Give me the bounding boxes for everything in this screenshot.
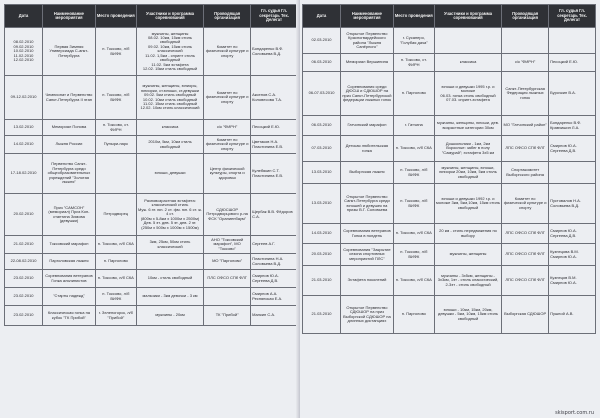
cell-name: Парголовская лыжня	[43, 254, 96, 270]
cell-name: Эстафета поколений	[341, 266, 394, 296]
cell-org: ЛПС ОФСО СПб ФЛГ	[502, 244, 549, 266]
table-header	[5, 5, 298, 28]
cell-program: Разновозрастная эстафета: классический стиль Муж. 6 эт. юн. 2 ст. фм. юн. 6 ст. ж. 4 ст. (800м х 5-8км х 1000м х 2500м) Дев. 5 эт. дев. 5 эт. дев. 2 эт. (250м х 500м х 1000м х 1500м)	[136, 194, 203, 236]
cell-org: Спортакомитет Выборгского района	[502, 162, 549, 184]
column-header: Гл. судья Гл. секретарь Тех. Делегат	[549, 5, 596, 28]
cell-place: п. Токсово, л/б СКА	[393, 136, 434, 162]
cell-org: МО "Парголово"	[204, 254, 251, 270]
table-row	[303, 266, 596, 296]
table-row	[303, 244, 596, 266]
cell-judge: Малкин С.А.	[251, 306, 298, 326]
cell-name: Открытое Первенство Санкт-Петербурга среди юношей и девушек на призы В.Г. Соловьева	[341, 184, 394, 224]
cell-judge: Бондаренко В.Ф. Кравчишин Л.А.	[549, 116, 596, 136]
cell-program: классика	[434, 54, 501, 72]
cell-program: мужчины, женщины, юноши, юниорки 20км, 10км, 5км стиль свободный	[434, 162, 501, 184]
table-row	[5, 154, 298, 194]
cell-date: 17-18.02.2010	[5, 154, 43, 194]
column-header: Участники и программа соревнований	[136, 5, 203, 28]
cell-org: Комитет по физической культуре и спорту	[204, 136, 251, 154]
cell-place: Петродворец	[95, 194, 136, 236]
cell-date: 20.03.2010	[303, 244, 341, 266]
cell-judge	[549, 162, 596, 184]
cell-name: Чемпионат и Первенство Санкт-Петербурга II этап	[43, 76, 96, 120]
cell-name: Классическая гонка на кубок "ТК Прибой"	[43, 306, 96, 326]
cell-name: Соревнования ветеранов Гонка в полдень	[341, 224, 394, 244]
table-row	[5, 120, 298, 136]
column-header: Дата	[5, 5, 43, 28]
table-row	[5, 254, 298, 270]
cell-program: мужчины, женщины, юноши, дев. возрастные категории 30км	[434, 116, 501, 136]
table-row	[303, 136, 596, 162]
cell-judge: Сергеев А.Г.	[251, 236, 298, 254]
cell-name: Приз "САМСОН" (мемориал) Приз Кон-стантина Зимова (девушки)	[43, 194, 96, 236]
cell-judge: Пушной А.В.	[549, 296, 596, 334]
cell-place: п. Парголово	[95, 254, 136, 270]
cell-name: Мемориал Вершинина	[341, 54, 394, 72]
cell-program	[434, 28, 501, 54]
cell-program: юноши и девушки 1992 г.р. и моложе 3км, 5км,10км, 15км стиль свободный	[434, 184, 501, 224]
cell-org: Санкт-Петербургская Федерация лыжных гонок	[502, 72, 549, 116]
cell-place: п. Токсово, л/б ВИФК	[393, 244, 434, 266]
cell-date: 13.03.2010	[303, 184, 341, 224]
schedule-table-left	[4, 4, 298, 326]
cell-place: п. Токсово, л/б СКА	[95, 270, 136, 288]
cell-place: п. Токсово, л/б СКА	[393, 224, 434, 244]
column-header: Наименование мероприятия	[43, 5, 96, 28]
table-row	[303, 296, 596, 334]
cell-date: 06.03.2010	[303, 54, 341, 72]
cell-org	[502, 28, 549, 54]
column-header: Проводящая организация	[204, 5, 251, 28]
cell-name: Токсовский марафон	[43, 236, 96, 254]
cell-date: 21.02.2010	[5, 236, 43, 254]
cell-org: Комитет по физической культуре и спорту	[502, 184, 549, 224]
cell-judge: Кузнецова В.М. Смирнов Ю.А.	[549, 244, 596, 266]
column-header: Наименование мероприятия	[341, 5, 394, 28]
cell-org: ЛПС ОФСО СПб ФЛГ	[502, 224, 549, 244]
cell-program: 2010м, 5км, 10км стиль свободный	[136, 136, 203, 154]
cell-program: 3км, 25км, 50км стиль классический	[136, 236, 203, 254]
cell-program: юноши - 10км, 15км, 20км, девушки - 5км, 10км, 15км стиль свободный	[434, 296, 501, 334]
cell-name: Соревнования "Закрытие сезона спортивных мероприятий ПЛС"	[341, 244, 394, 266]
cell-judge	[549, 28, 596, 54]
cell-place: п. Токсово, ст. ФИРН	[95, 120, 136, 136]
table-row	[5, 136, 298, 154]
cell-org: Выборгская СДЮШОР	[502, 296, 549, 334]
cell-name: Мемориал Попова	[43, 120, 96, 136]
cell-place: п. Токсово, л/б ВИФК	[95, 28, 136, 76]
table-row	[5, 76, 298, 120]
cell-judge: Бурочкин В.А.	[549, 72, 596, 116]
cell-judge: Песоцкий Е.Ю.	[549, 54, 596, 72]
cell-place: п. Токсово, л/б СКА	[95, 236, 136, 254]
table-header	[303, 5, 596, 28]
cell-name: Открытое Первенство СДЮШОР на приз Выборгской СДЮШОР на длинных дистанциях	[341, 296, 394, 334]
cell-judge: Смирнов Ю.А. Сергеева Д.В.	[251, 270, 298, 288]
cell-date: 08.02.2010 09.02.2010 10.02.2010 11.02.2010 12.02.2010	[5, 28, 43, 76]
cell-place: г. Гатчина	[393, 116, 434, 136]
cell-org: Центр физической культуры, спорта и здоровья	[204, 154, 251, 194]
column-header: Гл. судья Гл. секретарь Тех. Делегат	[251, 5, 298, 28]
table-row	[5, 306, 298, 326]
column-header: Проводящая организация	[502, 5, 549, 28]
column-header: Место проведения	[95, 5, 136, 28]
cell-name: Гатчинский марафон	[341, 116, 394, 136]
cell-date: 06.03.2010	[303, 116, 341, 136]
cell-name: Первая Зимняя Универсиада С-анкт-Петербурга	[43, 28, 96, 76]
cell-date: 23.02.2010	[5, 306, 43, 326]
cell-program: мужчины - 20км	[136, 306, 203, 326]
cell-program: 20 км - стиль передвижения по выбору	[434, 224, 501, 244]
cell-date: 13.02.2010	[5, 120, 43, 136]
cell-judge: Кулебякин С.Т. Пластинина Е.В.	[251, 154, 298, 194]
cell-judge: Песоцкий Е.Ю.	[251, 120, 298, 136]
cell-place: п. Парголово	[393, 72, 434, 116]
cell-program: юноши и девушки 1995 г.р. и моложе 06.03. гонка стиль свободный 07.03. спринт-эстафета	[434, 72, 501, 116]
cell-date: 23.02.2010	[5, 270, 43, 288]
cell-judge: Аксенов С.А. Коловесова Т.А.	[251, 76, 298, 120]
cell-org: ТК "Прибой"	[204, 306, 251, 326]
cell-date: 09-12.02.2010	[5, 76, 43, 120]
table-row	[303, 28, 596, 54]
cell-place	[95, 154, 136, 194]
cell-org: с/к "ФИРН"	[502, 54, 549, 72]
site-watermark: skisport.com.ru	[555, 410, 594, 416]
table-row	[303, 224, 596, 244]
cell-place: Пупыри-парк	[95, 136, 136, 154]
cell-org: Комитет по физической культуре и спорту	[204, 28, 251, 76]
right-page	[300, 0, 600, 418]
cell-date: 14.02.2010	[5, 136, 43, 154]
table-row	[303, 162, 596, 184]
cell-place: п. Токсово, л/б ВИФК	[95, 76, 136, 120]
cell-name: Соревнования среди ДЮСШ и СДЮШОР на приз Санкт-Петербургской федерации лыжных гонок	[341, 72, 394, 116]
schedule-table-right	[302, 4, 596, 334]
cell-judge: Щербак В.В. Фёдоров С.А.	[251, 194, 298, 236]
cell-date: 21.03.2010	[303, 296, 341, 334]
cell-org: ПЛС ОФСО СПб ФЛГ	[204, 270, 251, 288]
cell-org: с/к "ФИРН"	[204, 120, 251, 136]
table-row	[5, 194, 298, 236]
cell-name: Соревнования ветеранов Гонка альпинистов	[43, 270, 96, 288]
cell-program: мужчины, женщины 08.02. 10км, 15км стиль свободный 09.02. 10км, 15км стиль классический 11.02. 1,5км - спринт стиль свободный 11.02. 5км эстафета 12.02. 15км стиль свободный	[136, 28, 203, 76]
table-row	[303, 54, 596, 72]
cell-place: г. Зеленогорск, л/б "Прибой"	[95, 306, 136, 326]
cell-org: АНО "Токсовский марафон", МО "Токсово"	[204, 236, 251, 254]
cell-name: Первенство Санкт-Петербурга среди общеобразовательных учреждений "Золотая лыжня"	[43, 154, 96, 194]
cell-date: 20.02.2010	[5, 194, 43, 236]
table-row	[303, 116, 596, 136]
table-row	[5, 270, 298, 288]
table-row	[5, 28, 298, 76]
cell-judge: Смирнов Ю.А. Сергеева Д.В.	[549, 136, 596, 162]
cell-name: Открытое Первенство Красногвардейского района "Лыжня Сапёрного"	[341, 28, 394, 54]
cell-program: мужчины, женщины	[434, 244, 501, 266]
cell-place: п. Токсово, л/б ВИФК	[393, 162, 434, 184]
cell-date: 02.03.2010	[303, 28, 341, 54]
cell-org	[204, 288, 251, 306]
cell-date: 13.03.2010	[303, 162, 341, 184]
table-row	[5, 236, 298, 254]
cell-date: 06-07.03.2010	[303, 72, 341, 116]
cell-place: п. Токсово, л/б СКА	[393, 266, 434, 296]
cell-date: 14.03.2010	[303, 224, 341, 244]
cell-judge: Кузнецов В.М. Смирнов Ю.А.	[549, 266, 596, 296]
cell-judge: Бондаренко В.Ф. Соловьева В.Д.	[251, 28, 298, 76]
cell-org: МО "Гатчинский район"	[502, 116, 549, 136]
cell-org: ЛПС ОФСО СПб ФЛГ	[502, 266, 549, 296]
cell-name: "Старты надежд"	[43, 288, 96, 306]
cell-date: 21.03.2010	[303, 266, 341, 296]
cell-program: Дошкольники - 1км, 2км Взрослые: забег в полу "Самурай"; эстафета 3х5 км	[434, 136, 501, 162]
table-row	[303, 184, 596, 224]
cell-place: п. Токсово, л/б ВИФК	[393, 184, 434, 224]
cell-judge: Пустовалов Н.А. Соловьева В.Д.	[549, 184, 596, 224]
cell-judge: Цветаков Н.А. Пластинина Е.В.	[251, 136, 298, 154]
cell-program: мужчины, женщины, юниоры, юниорки, ст.юноши, ст.девушки 09.02. 5км стиль свободный 10.02. 10км стиль свободный 11.02. 15км стиль свободный 12.02. 10км стиль классический	[136, 76, 203, 120]
cell-place: п. Токсово, ст. ФИРН	[393, 54, 434, 72]
cell-program: 10км - стиль свободный	[136, 270, 203, 288]
cell-program: классика	[136, 120, 203, 136]
cell-org: ЛПС ОФСО СПб ФЛГ	[502, 136, 549, 162]
cell-date: 22-08.02.2010	[5, 254, 43, 270]
cell-date: 07.03.2010	[303, 136, 341, 162]
table-row	[5, 288, 298, 306]
cell-place: п. Парголово	[393, 296, 434, 334]
cell-program: юноши, девушки	[136, 154, 203, 194]
cell-place: п. Токсово, л/б ВИФК	[95, 288, 136, 306]
cell-judge: Смирнов Ю.А. Сергеева Д.В.	[549, 224, 596, 244]
cell-date: 23.02.2010	[5, 288, 43, 306]
cell-program: мальчики - 3км девочки - 3 км	[136, 288, 203, 306]
cell-program: мужчины - 3х5км, женщины - 3х3км, 1эт - стиль классический, 2-3эт - стиль свободный	[434, 266, 501, 296]
table-row	[303, 72, 596, 116]
cell-place: г. Сусанеро, "Голубая дача"	[393, 28, 434, 54]
cell-judge: Смирнов А.А. Реснянская Е.А.	[251, 288, 298, 306]
column-header: Место проведения	[393, 5, 434, 28]
column-header: Участники и программа соревнований	[434, 5, 501, 28]
cell-org: СДЮСШОР Петродворцового р-на ФСК "Ораниенбаум"	[204, 194, 251, 236]
cell-org: Комитет по физической культуре и спорту	[204, 76, 251, 120]
cell-name: Детская любительская гонка	[341, 136, 394, 162]
column-header: Дата	[303, 5, 341, 28]
cell-judge: Пластинина Н.А. Соловьева В.Д.	[251, 254, 298, 270]
cell-program	[136, 254, 203, 270]
cell-name: Выборгская лыжня	[341, 162, 394, 184]
cell-name: Лыжня России	[43, 136, 96, 154]
